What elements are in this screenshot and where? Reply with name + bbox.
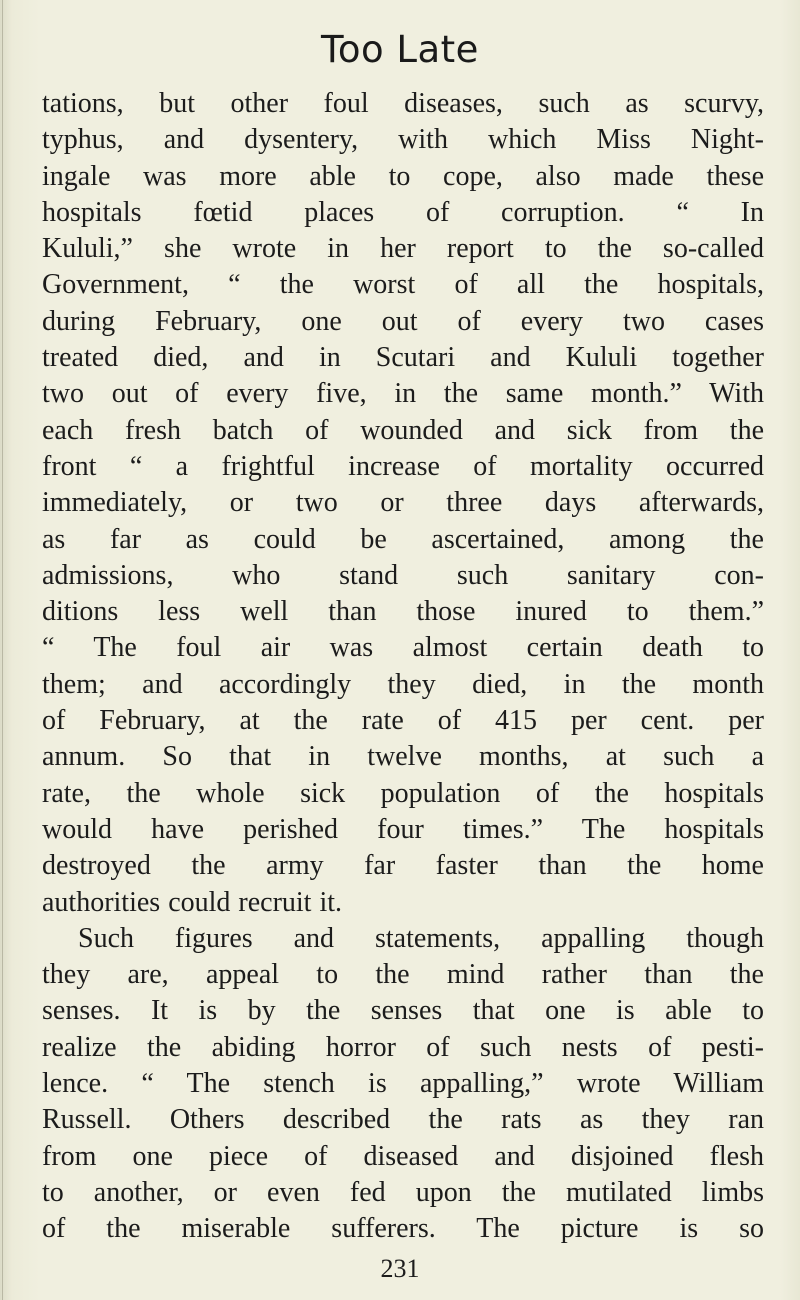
text-line: authorities could recruit it. (42, 886, 343, 918)
text-line: hospitals fœtid places of corruption. “ In (42, 196, 764, 228)
text-line: Russell. Others described the rats as they ran (42, 1104, 764, 1136)
page-edge (2, 0, 3, 1300)
text-line: Kululi,” she wrote in her report to the so-called (42, 233, 764, 265)
text-line: would have perished four times.” The hospitals (42, 813, 764, 845)
text-line: of the miserable sufferers. The picture is so (42, 1213, 764, 1245)
text-line: as far as could be ascertained, among the (42, 523, 764, 555)
text-line: immediately, or two or three days afterwards, (42, 487, 764, 519)
text-line: during February, one out of every two cases (42, 305, 764, 337)
text-line: they are, appeal to the mind rather than the (42, 959, 764, 991)
text-line: destroyed the army far faster than the home (42, 850, 764, 882)
text-line: them; and accordingly they died, in the month (42, 668, 764, 700)
text-line: senses. It is by the senses that one is able to (42, 995, 764, 1027)
text-line: rate, the whole sick population of the hospitals (42, 777, 764, 809)
text-line: of February, at the rate of 415 per cent. per (42, 705, 764, 737)
text-line: front “ a frightful increase of mortality occurred (42, 450, 764, 482)
text-line: to another, or even fed upon the mutilated limbs (42, 1176, 764, 1208)
text-line: each fresh batch of wounded and sick from the (42, 414, 764, 446)
text-line: two out of every five, in the same month.” With (42, 378, 764, 410)
text-line: “ The foul air was almost certain death to (42, 632, 764, 664)
text-line: typhus, and dysentery, with which Miss Night- (42, 124, 764, 156)
page-number: 231 (380, 1254, 420, 1283)
text-line: lence. “ The stench is appalling,” wrote William (42, 1068, 764, 1100)
text-line: tations, but other foul diseases, such as scurvy, (42, 88, 764, 119)
running-head: Too Late (321, 28, 479, 71)
body-text (42, 86, 764, 1248)
text-line: Such figures and statements, appalling though (78, 922, 764, 954)
text-line: admissions, who stand such sanitary con- (42, 559, 764, 591)
text-line: Government, “ the worst of all the hospitals, (42, 269, 764, 301)
text-line: realize the abiding horror of such nests of pesti- (42, 1031, 764, 1063)
text-line: annum. So that in twelve months, at such a (42, 741, 764, 773)
text-line: treated died, and in Scutari and Kululi together (42, 342, 764, 374)
text-line: ditions less well than those inured to them.” (42, 596, 764, 628)
text-line: from one piece of diseased and disjoined flesh (42, 1140, 764, 1172)
text-line: ingale was more able to cope, also made these (42, 160, 764, 192)
